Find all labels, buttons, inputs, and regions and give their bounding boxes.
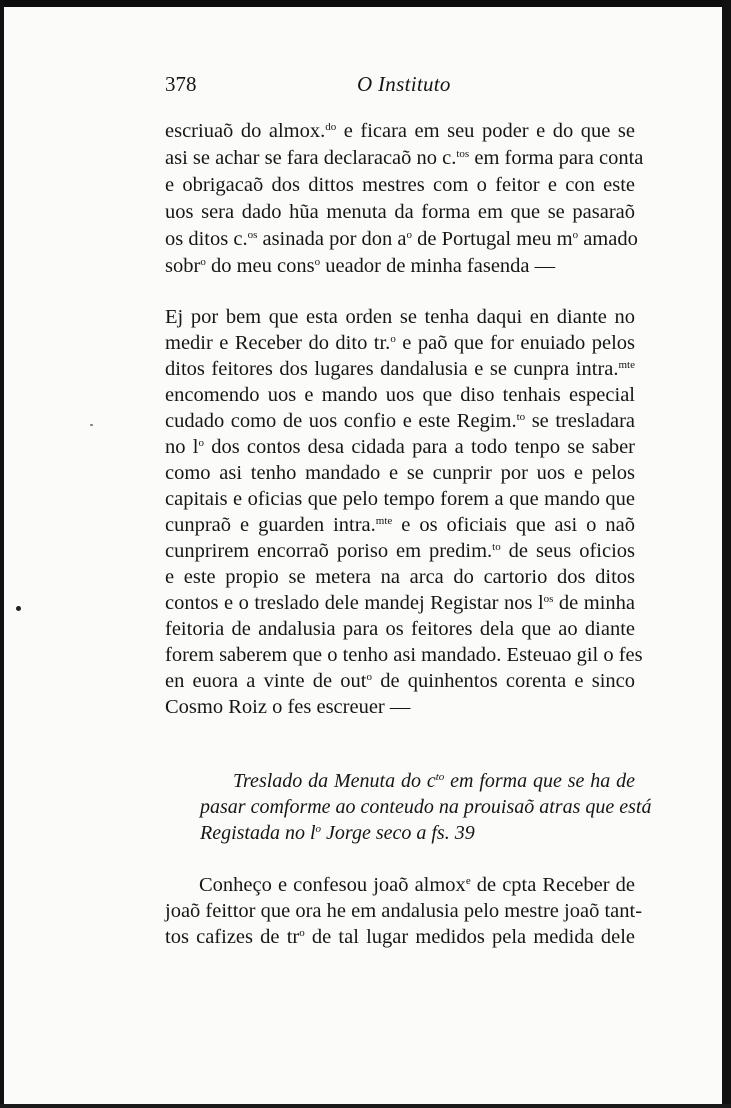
text-line: cunpraõ e guarden intra.$^{mte}$ e os oficiais que asi o naõ xyxy=(165,514,636,536)
text-line: contos e o treslado dele mandej Registar nos $l^{os}$ de minha xyxy=(165,592,635,614)
text-line: Cosmo Roiz o fes escreuer — xyxy=(165,696,411,718)
section-heading: pasar comforme ao conteudo na prouisaõ atras que está xyxy=(200,796,652,818)
text-line: sobr$^o$ do meu cons$^o$ ueador de minha fasenda — xyxy=(165,255,556,277)
text-line: en euora a vinte de out$^o$ de quinhentos corenta e sinco xyxy=(165,670,635,692)
section-heading: Registada no $l^o$ Jorge seco a fs. 39 xyxy=(200,822,475,844)
page-header xyxy=(165,70,635,102)
text-line: uos sera dado hũa menuta da forma em que se pasaraõ xyxy=(165,201,635,223)
scan-border-top xyxy=(0,0,731,7)
text-line: escriuaõ do almox.$^{do}$ e ficara em seu poder e do que se xyxy=(165,120,635,142)
text-line: encomendo uos e mando uos que diso tenhais especial xyxy=(165,384,635,406)
text-line: no $l^o$ dos contos desa cidada para a todo tenpo se saber xyxy=(165,436,635,458)
text-line: Conheço e confesou joaõ almox$^e$ de cpta Receber de xyxy=(199,874,635,896)
text-line: Ej por bem que esta orden se tenha daqui en diante no xyxy=(165,306,635,328)
text-line: ditos feitores dos lugares dandalusia e se cunpra intra.$^{mte}$ xyxy=(165,358,635,380)
text-line: capitais e oficias que pelo tempo forem a que mando que xyxy=(165,488,635,510)
text-line: os ditos c.$^{os}$ asinada por don $a^o$ de Portugal meu $m^o$ amado xyxy=(165,228,638,250)
scan-border-bottom xyxy=(0,1104,731,1108)
page-number: 378 xyxy=(165,72,197,96)
scan-speck xyxy=(90,424,93,426)
text-line: asi se achar se fara declaracaõ no c.$^{tos}$ em forma para conta xyxy=(165,147,644,169)
scan-speck xyxy=(16,606,21,611)
text-line: medir e Receber do dito tr.$^o$ e paõ que for enuiado pelos xyxy=(165,332,635,354)
text-line: forem saberem que o tenho asi mandado. Esteuao gil o fes xyxy=(165,644,643,666)
text-line: feitoria de andalusia para os feitores dela que ao diante xyxy=(165,618,635,640)
text-line: joaõ feittor que ora he em andalusia pelo mestre joaõ tant- xyxy=(165,900,643,922)
section-heading: Treslado da Menuta do $c^{to}$ em forma que se ha de xyxy=(233,770,635,792)
text-line: como asi tenho mandado e se cunprir por uos e pelos xyxy=(165,462,635,484)
scan-border-right xyxy=(722,0,731,1108)
text-line: tos cafizes de $tr^o$ de tal lugar medidos pela medida dele xyxy=(165,926,635,948)
text-line: e este propio se metera na arca do cartorio dos ditos xyxy=(165,566,635,588)
text-line: cudado como de uos confio e este Regim.$^{to}$ se tresladara xyxy=(165,410,635,432)
text-line: e obrigacaõ dos dittos mestres com o feitor e con este xyxy=(165,174,635,196)
running-title: O Instituto xyxy=(357,72,451,96)
text-line: cunprirem encorraõ poriso em predim.$^{to}$ de seus oficios xyxy=(165,540,635,562)
scan-border-left xyxy=(0,0,4,1108)
